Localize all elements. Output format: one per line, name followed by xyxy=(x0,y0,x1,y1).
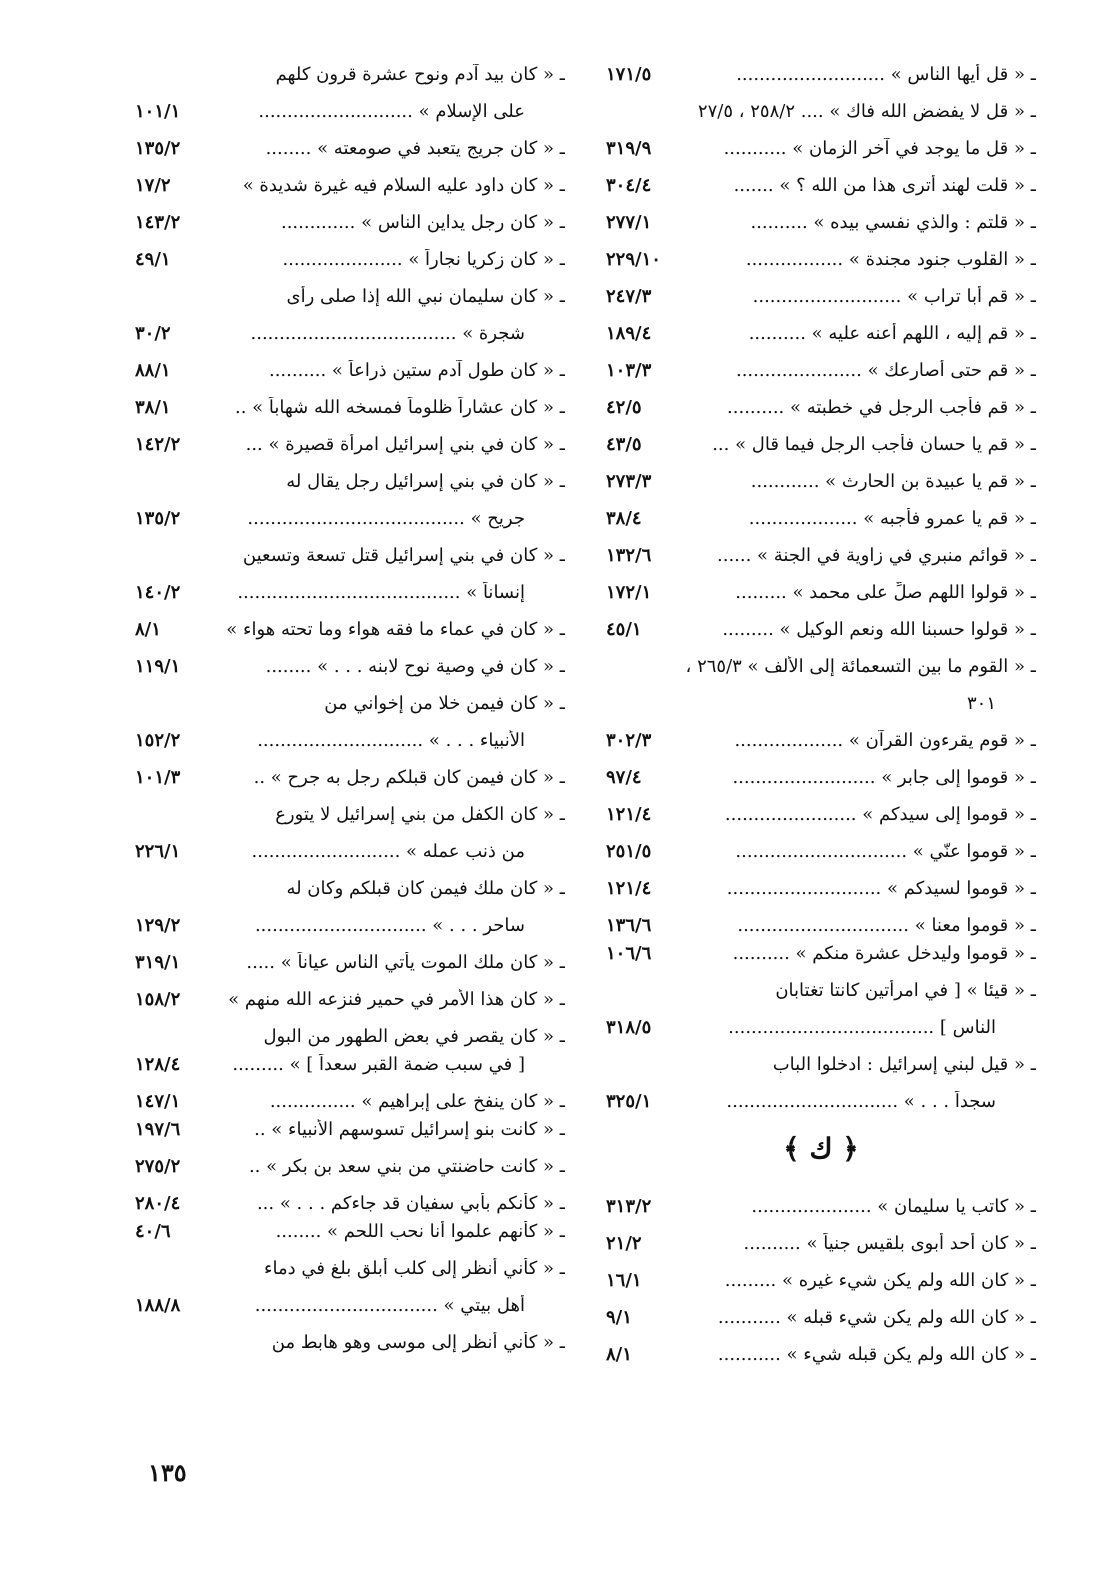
index-entry xyxy=(606,539,1036,576)
entry-reference: ١٢١/٤ xyxy=(606,804,652,825)
entry-text: جريح » ...................................... xyxy=(247,508,525,529)
entry-reference: ٢٢٩/١٠ xyxy=(606,249,661,270)
entry-reference: ١٧١/٥ xyxy=(606,64,652,85)
entry-text: ـ « قيل لبني إسرائيل : ادخلوا الباب xyxy=(772,1054,1036,1075)
index-entry xyxy=(135,1020,565,1048)
index-column-right xyxy=(606,58,1036,1375)
entry-text: ـ « كان في بني إسرائيل رجل يقال له xyxy=(286,471,565,492)
entry-reference: ٢١/٢ xyxy=(606,1233,642,1254)
index-entry xyxy=(135,280,565,317)
entry-text: ـ « قلت لهند أترى هذا من الله ؟ » ....... xyxy=(733,175,1036,196)
index-entry xyxy=(135,872,565,909)
entry-text: ـ « قم حتى أصارعك » ...................... xyxy=(735,360,1036,381)
entry-reference: ٤٣/٥ xyxy=(606,434,642,455)
entry-text: [ في سبب ضمة القبر سعداً ] » ......... xyxy=(232,1054,525,1075)
index-entry xyxy=(606,1301,1036,1338)
entry-text: ـ « كان بيد آدم ونوح عشرة قرون كلهم xyxy=(275,64,565,85)
entry-text: ـ « كان الكفل من بني إسرائيل لا يتورع xyxy=(275,804,565,825)
index-entry xyxy=(135,428,565,465)
section-header: ﴿ ك ﴾ xyxy=(783,1132,859,1165)
index-entry xyxy=(606,391,1036,428)
index-entry xyxy=(606,835,1036,872)
entry-reference: ٨٨/١ xyxy=(135,360,171,381)
index-entry xyxy=(135,169,565,206)
entry-reference: ١٣٢/٦ xyxy=(606,545,652,566)
entry-text: ـ « كان رجل يداين الناس » ............. xyxy=(280,212,565,233)
entry-text: ـ « كان جريج يتعبد في صومعته » ........ xyxy=(265,138,565,159)
index-entry xyxy=(135,502,565,539)
entry-text: ٣٠١ xyxy=(966,693,996,714)
entry-reference: ٩٧/٤ xyxy=(606,767,642,788)
entry-reference: ١٨٩/٤ xyxy=(606,323,652,344)
index-entry xyxy=(135,909,565,946)
entry-text: شجرة » .................................... xyxy=(250,323,525,344)
entry-reference: ٢٢٦/١ xyxy=(135,841,181,862)
entry-text: ـ « قوائم منبري في زاوية في الجنة » ...... xyxy=(717,545,1036,566)
entry-reference: ١٤٣/٢ xyxy=(135,212,181,233)
entry-reference: ١٣٥/٢ xyxy=(135,138,181,159)
entry-reference: ١١٩/١ xyxy=(135,656,181,677)
entry-reference: ١٥٨/٢ xyxy=(135,989,181,1010)
index-entry xyxy=(135,613,565,650)
entry-text: ـ « قوموا لسيدكم » ........................... xyxy=(726,878,1036,899)
entry-text: ـ « كان ملك الموت يأتي الناس عياناً » ..... xyxy=(246,952,565,973)
index-entry xyxy=(606,1264,1036,1301)
entry-reference: ١٠٣/٣ xyxy=(606,360,652,381)
entry-text: ـ « قم يا حسان فأجب الرجل فيما قال » ... xyxy=(712,434,1036,455)
entry-reference: ٣٢٥/١ xyxy=(606,1091,652,1112)
index-entry xyxy=(135,1085,565,1113)
entry-reference: ٣٨/٤ xyxy=(606,508,642,529)
index-entry xyxy=(606,502,1036,539)
entry-text: ـ « قولوا اللهم صلِّ على محمد » ......... xyxy=(735,582,1036,603)
index-entry xyxy=(606,872,1036,909)
index-entry xyxy=(606,243,1036,280)
index-entry xyxy=(606,1011,1036,1048)
index-entry xyxy=(606,1085,1036,1122)
entry-text: ـ « قيئا » [ في امرأتين كانتا تغتابان xyxy=(775,980,1036,1001)
index-entry xyxy=(606,95,1036,132)
entry-reference: ١٩٧/٦ xyxy=(135,1119,181,1140)
entry-text: ـ « كان عشاراً ظلوماً فمسخه الله شهاباً » .. xyxy=(235,397,565,418)
entry-reference: ٢٤٧/٣ xyxy=(606,286,652,307)
entry-text: ـ « قوموا عنّي » .............................. xyxy=(735,841,1036,862)
index-entry xyxy=(606,317,1036,354)
entry-reference: ١٤٠/٢ xyxy=(135,582,181,603)
entry-text: ـ « كان سليمان نبي الله إذا صلى رأى xyxy=(286,286,565,307)
index-entry xyxy=(135,687,565,724)
entry-text: أهل بيتي » ................................ xyxy=(254,1295,525,1316)
entry-text: ـ « قوم يقرءون القرآن » ................... xyxy=(734,730,1036,751)
entry-reference: ١٠٦/٦ xyxy=(606,943,652,964)
index-entry xyxy=(135,391,565,428)
entry-reference: ٣١٣/٢ xyxy=(606,1196,652,1217)
entry-reference: ٣٨/١ xyxy=(135,397,171,418)
entry-text: من ذنب عمله » .......................... xyxy=(251,841,525,862)
entry-text: ـ « قم إليه ، اللهم أعنه عليه » .......... xyxy=(748,323,1036,344)
entry-text: ـ « كان في بني إسرائيل امرأة قصيرة » ... xyxy=(245,434,565,455)
index-entry xyxy=(606,937,1036,974)
entry-text: ـ « كان في بني إسرائيل قتل تسعة وتسعين xyxy=(242,545,565,566)
entry-reference: ١٠١/٣ xyxy=(135,767,181,788)
entry-text: ـ « كان فيمن خلا من إخواني من xyxy=(324,693,565,714)
entry-text: ـ « كانت بنو إسرائيل تسوسهم الأنبياء » .. xyxy=(254,1119,565,1140)
entry-reference: ٣١٩/١ xyxy=(135,952,181,973)
entry-reference: ١٢٨/٤ xyxy=(135,1054,181,1075)
index-column-left xyxy=(135,58,565,1363)
entry-text: ـ « كان الله ولم يكن شيء غيره » ......... xyxy=(724,1270,1036,1291)
entry-reference: ٢٥١/٥ xyxy=(606,841,652,862)
entry-reference: ١٢١/٤ xyxy=(606,878,652,899)
index-entry xyxy=(135,1048,565,1085)
entry-reference: ٢٧٧/١ xyxy=(606,212,652,233)
entry-reference: ١٠١/١ xyxy=(135,101,181,122)
entry-text: ـ « القوم ما بين التسعمائة إلى الألف » ٢٦٥/٣ ، xyxy=(685,656,1036,677)
index-entry xyxy=(606,724,1036,761)
index-entry xyxy=(606,206,1036,243)
index-entry xyxy=(606,576,1036,613)
entry-text: ـ « قل أيها الناس » .......................... xyxy=(736,64,1036,85)
entry-reference: ٨/١ xyxy=(135,619,161,640)
index-entry xyxy=(135,761,565,798)
index-entry xyxy=(135,724,565,761)
index-entry xyxy=(135,206,565,243)
entry-reference: ١٨٨/٨ xyxy=(135,1295,181,1316)
entry-reference: ٤٠/٦ xyxy=(135,1221,171,1242)
entry-reference: ٩/١ xyxy=(606,1307,632,1328)
entry-text: سجداً . . . » .............................. xyxy=(726,1091,996,1112)
entry-text: ـ « كأني أنظر إلى موسى وهو هابط من xyxy=(271,1332,565,1353)
entry-reference: ١٣٦/٦ xyxy=(606,915,652,936)
entry-reference: ٤٥/١ xyxy=(606,619,642,640)
entry-reference: ٣٠٢/٣ xyxy=(606,730,652,751)
index-entry xyxy=(135,1326,565,1363)
index-entry xyxy=(135,243,565,280)
entry-text: إنساناً » ....................................... xyxy=(237,582,525,603)
page-number: ١٣٥ xyxy=(148,1458,187,1487)
index-entry xyxy=(606,687,1036,724)
index-entry xyxy=(135,1289,565,1326)
entry-reference: ٣٠٤/٤ xyxy=(606,175,652,196)
entry-text: ـ « كان في عماء ما فقه هواء وما تحته هواء » xyxy=(226,619,565,640)
entry-text: ـ « كان يقصر في بعض الطهور من البول xyxy=(263,1026,565,1047)
entry-text: ـ « قوموا وليدخل عشرة منكم » .......... xyxy=(732,943,1036,964)
index-entry xyxy=(135,132,565,169)
entry-text: ـ « قوموا إلى سيدكم » ....................... xyxy=(724,804,1036,825)
entry-text: ـ « كان زكريا نجاراً » ..................... xyxy=(282,249,565,270)
index-entry xyxy=(606,1190,1036,1227)
entry-text: ـ « كأنهم علموا أنا نحب اللحم » ........ xyxy=(275,1221,565,1242)
index-entry xyxy=(135,650,565,687)
index-entry xyxy=(135,95,565,132)
entry-text: ـ « قل لا يفضض الله فاك » .... ٢٥٨/٢ ، ٢٧/٥ xyxy=(697,101,1036,122)
entry-text: ـ « قم أبا تراب » .......................... xyxy=(752,286,1036,307)
index-entry xyxy=(606,280,1036,317)
entry-reference: ١٧٢/١ xyxy=(606,582,652,603)
index-entry xyxy=(135,58,565,95)
index-entry xyxy=(135,354,565,391)
entry-reference: ٢٧٣/٣ xyxy=(606,471,652,492)
index-entry xyxy=(606,650,1036,687)
entry-text: ـ « كان داود عليه السلام فيه غيرة شديدة » xyxy=(242,175,565,196)
index-entry xyxy=(135,983,565,1020)
entry-reference: ٢٨٠/٤ xyxy=(135,1193,181,1214)
index-entry xyxy=(606,169,1036,206)
index-entry xyxy=(135,465,565,502)
index-entry xyxy=(135,1215,565,1252)
entry-text: ـ « قل ما يوجد في آخر الزمان » ........... xyxy=(723,138,1036,159)
index-entry xyxy=(606,761,1036,798)
entry-reference: ٤٩/١ xyxy=(135,249,171,270)
index-entry xyxy=(606,1227,1036,1264)
entry-reference: ١٤٧/١ xyxy=(135,1091,181,1112)
index-entry xyxy=(135,576,565,613)
entry-reference: ٤٢/٥ xyxy=(606,397,642,418)
index-entry xyxy=(606,613,1036,650)
index-entry xyxy=(606,132,1036,169)
entry-text: ـ « كان ينفخ على إبراهيم » ............... xyxy=(269,1091,565,1112)
entry-text: ـ « كان أحد أبوى بلقيس جنياً » .......... xyxy=(743,1233,1036,1254)
entry-reference: ٨/١ xyxy=(606,1344,632,1365)
index-entry xyxy=(135,946,565,983)
entry-reference: ١٤٢/٢ xyxy=(135,434,181,455)
index-entry xyxy=(606,428,1036,465)
index-entry xyxy=(135,1113,565,1150)
entry-text: ـ « كان ملك فيمن كان قبلكم وكان له xyxy=(286,878,565,899)
entry-text: على الإسلام » ........................... xyxy=(258,101,525,122)
index-entry xyxy=(606,974,1036,1011)
entry-text: ـ « قوموا إلى جابر » ......................... xyxy=(732,767,1036,788)
entry-text: ـ « قم فأجب الرجل في خطبته » .......... xyxy=(727,397,1036,418)
entry-reference: ١٣٥/٢ xyxy=(135,508,181,529)
entry-text: ـ « كانت حاضنتي من بني سعد بن بكر » .. xyxy=(248,1156,565,1177)
index-entry xyxy=(135,1187,565,1215)
index-entry xyxy=(606,58,1036,95)
entry-text: ـ « قلتم : والذي نفسي بيده » .......... xyxy=(750,212,1036,233)
entry-reference: ٣٠/٢ xyxy=(135,323,171,344)
index-entry xyxy=(135,798,565,835)
entry-text: ـ « قولوا حسبنا الله ونعم الوكيل » ......... xyxy=(722,619,1036,640)
index-entry xyxy=(606,1338,1036,1375)
index-entry xyxy=(606,354,1036,391)
entry-text: ـ « كاتب يا سليمان » ..................... xyxy=(751,1196,1036,1217)
entry-reference: ١٥٢/٢ xyxy=(135,730,181,751)
entry-text: ساحر . . . » .............................. xyxy=(254,915,525,936)
index-entry xyxy=(135,1150,565,1187)
entry-text: الأنبياء . . . » ............................. xyxy=(257,730,525,751)
entry-text: ـ « كان في وصية نوح لابنه . . . » ........ xyxy=(265,656,565,677)
entry-reference: ٣١٩/٩ xyxy=(606,138,652,159)
entry-text: ـ « القلوب جنود مجندة » ................. xyxy=(745,249,1036,270)
entry-text: ـ « قم يا عبيدة بن الحارث » ............ xyxy=(750,471,1036,492)
index-entry xyxy=(606,909,1036,937)
index-entry xyxy=(135,539,565,576)
entry-reference: ١٢٩/٢ xyxy=(135,915,181,936)
entry-text: ـ « كان هذا الأمر في حمير فنزعه الله منهم » xyxy=(228,989,565,1010)
entry-reference: ١٦/١ xyxy=(606,1270,642,1291)
index-entry xyxy=(606,1048,1036,1085)
index-entry xyxy=(606,798,1036,835)
index-entry xyxy=(135,1252,565,1289)
entry-text: الناس ] .................................... xyxy=(728,1017,996,1038)
entry-reference: ٢٧٥/٢ xyxy=(135,1156,181,1177)
entry-text: ـ « كان فيمن كان قبلكم رجل به جرح » .. xyxy=(253,767,565,788)
entry-text: ـ « كان طول آدم ستين ذراعاً » .......... xyxy=(268,360,565,381)
index-entry xyxy=(135,835,565,872)
entry-text: ـ « كأني أنظر إلى كلب أبلق بلغ في دماء xyxy=(264,1258,565,1279)
entry-text: ـ « قوموا معنا » .............................. xyxy=(737,915,1036,936)
entry-reference: ٣١٨/٥ xyxy=(606,1017,652,1038)
entry-text: ـ « كان الله ولم يكن شيء قبله » ........... xyxy=(717,1307,1036,1328)
entry-text: ـ « قم يا عمرو فأجبه » ................... xyxy=(748,508,1036,529)
entry-reference: ١٧/٢ xyxy=(135,175,171,196)
index-entry xyxy=(606,465,1036,502)
entry-text: ـ « كأنكم بأبي سفيان قد جاءكم . . . » ... xyxy=(256,1193,565,1214)
entry-text: ـ « كان الله ولم يكن قبله شيء » ........... xyxy=(717,1344,1036,1365)
index-entry xyxy=(135,317,565,354)
